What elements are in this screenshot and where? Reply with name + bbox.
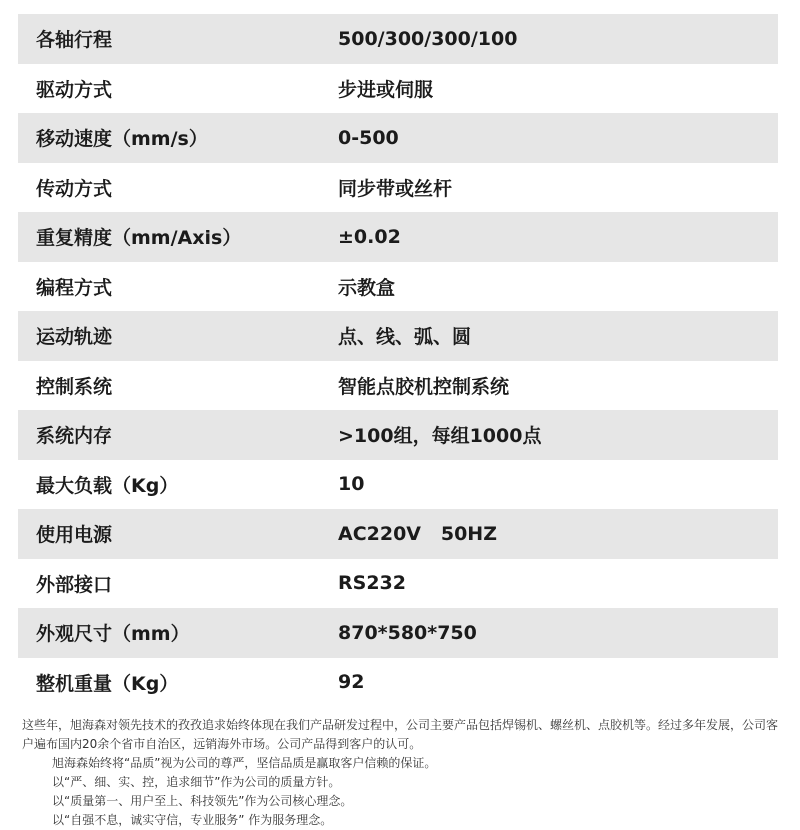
spec-row-move-speed [18,113,778,163]
intro-line: 以“严、细、实、控，追求细节”作为公司的质量方针。 [52,775,341,789]
spec-row-drive-mode [18,64,778,114]
spec-row-max-load [18,460,778,510]
spec-row-interface [18,559,778,609]
spec-row-programming [18,262,778,312]
spec-label: 驱动方式 [36,78,113,101]
spec-label: 各轴行程 [36,29,113,52]
spec-label: 运动轨迹 [36,326,113,349]
spec-value: 92 [338,671,365,694]
intro-line: 以“自强不息，诚实守信，专业服务” 作为服务理念。 [52,813,333,827]
spec-value: AC220V 50HZ [338,522,497,545]
intro-paragraph: 这些年，旭海森对领先技术的孜孜追求始终体现在我们产品研发过程中，公司主要产品包括焊锡机、螺丝机、点胶机等。经过多年发展，公司客户遍布国内20余个省市自治区，远销海外市场。公司产品得到客户的认可。 [22,718,779,751]
spec-label: 传动方式 [36,177,113,200]
spec-value: 步进或伺服 [338,78,434,101]
spec-value: >100组，每组1000点 [338,425,542,448]
spec-value: 500/300/300/100 [338,27,518,50]
spec-value: 同步带或丝杆 [338,177,453,200]
company-intro [22,716,782,830]
spec-label: 系统内存 [36,425,113,448]
intro-line: 旭海森始终将“品质”视为公司的尊严，坚信品质是赢取客户信赖的保证。 [52,756,437,770]
spec-row-power [18,509,778,559]
spec-table [18,14,778,707]
spec-value: 0-500 [338,126,399,149]
spec-row-weight [18,658,778,708]
spec-value: 示教盒 [338,276,396,299]
spec-row-dimensions [18,608,778,658]
spec-label: 外部接口 [36,573,113,596]
spec-value: 点、线、弧、圆 [338,326,472,349]
spec-label: 控制系统 [36,375,113,398]
spec-label: 编程方式 [36,276,113,299]
spec-value: 870*580*750 [338,621,477,644]
spec-label: 最大负载（Kg） [36,474,179,497]
spec-row-motion-path [18,311,778,361]
spec-label: 使用电源 [36,524,113,547]
spec-label: 外观尺寸（mm） [36,623,190,646]
spec-label: 整机重量（Kg） [36,672,179,695]
spec-value: 智能点胶机控制系统 [338,375,510,398]
intro-line: 以“质量第一、用户至上、科技领先”作为公司核心理念。 [52,794,353,808]
spec-label: 移动速度（mm/s） [36,128,208,151]
spec-row-axis-travel [18,14,778,64]
spec-value: RS232 [338,572,406,595]
spec-value: ±0.02 [338,225,401,248]
spec-row-control-system [18,361,778,411]
spec-row-memory [18,410,778,460]
spec-value: 10 [338,473,365,496]
spec-row-repeatability [18,212,778,262]
spec-row-transmission [18,163,778,213]
spec-label: 重复精度（mm/Axis） [36,227,242,250]
